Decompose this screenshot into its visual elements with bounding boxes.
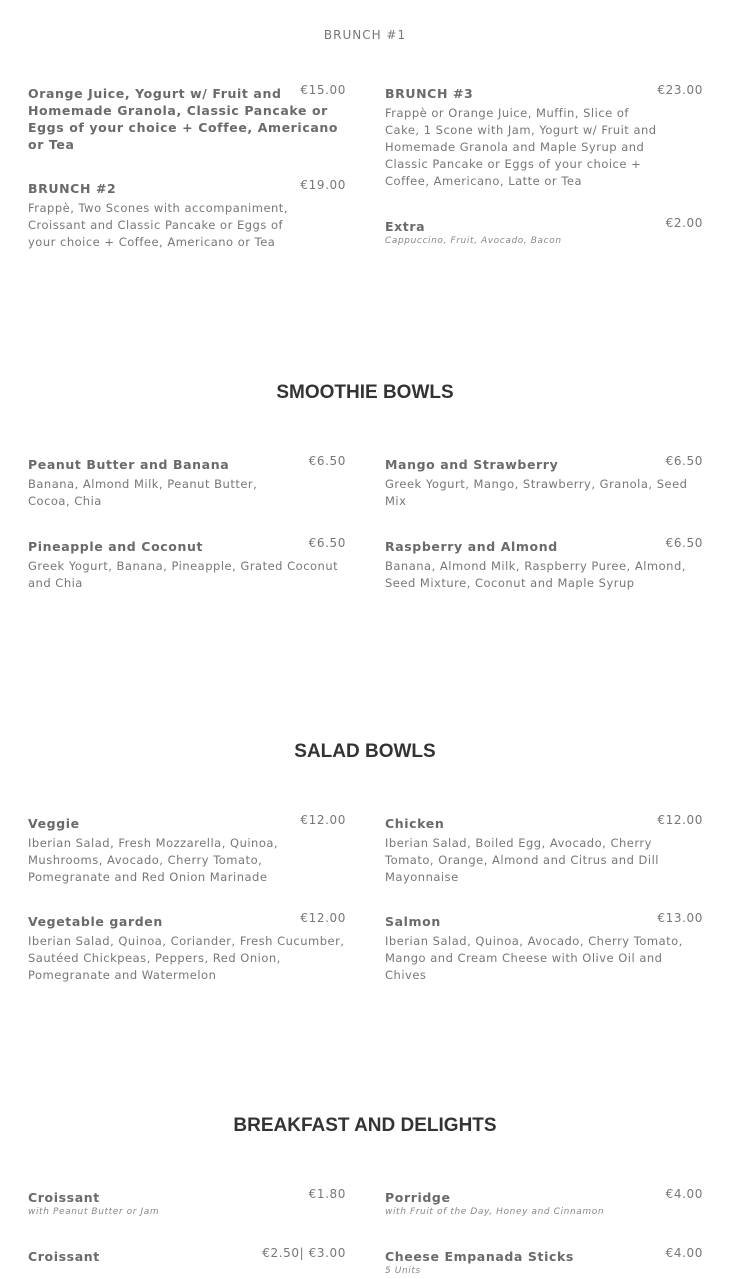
item-description: Frappè or Orange Juice, Muffin, Slice of Cake, 1 Scone with Jam, Yogurt w/ Fruit and Homemade Granola and Maple Syrup and Classic Pancake or Eggs of your choice + Coffee, Americano, Latte or Tea xyxy=(385,106,657,188)
item-note: Cappuccino, Fruit, Avocado, Bacon xyxy=(385,236,562,246)
menu-item-brunch-1 xyxy=(28,85,346,153)
item-name: Salmon xyxy=(385,914,441,929)
item-price: €12.00 xyxy=(657,813,703,827)
menu-item-smoothie xyxy=(385,538,703,592)
item-name: Peanut Butter and Banana xyxy=(28,457,230,472)
item-note: 5 Units xyxy=(385,1266,421,1276)
menu-item-salad xyxy=(385,815,703,886)
menu-item-salad xyxy=(28,815,346,886)
item-name: Porridge xyxy=(385,1190,451,1205)
item-price: €4.00 xyxy=(665,1187,703,1201)
item-description: Iberian Salad, Quinoa, Coriander, Fresh Cucumber, Sautéed Chickpeas, Peppers, Red Onion, Pomegranate and Watermelon xyxy=(28,934,345,982)
menu-item-salad xyxy=(28,913,346,984)
salad-heading: SALAD BOWLS xyxy=(294,741,436,762)
item-description: Greek Yogurt, Banana, Pineapple, Grated Coconut and Chia xyxy=(28,559,339,590)
smoothie-heading: SMOOTHIE BOWLS xyxy=(276,382,454,403)
menu-item-breakfast xyxy=(385,1248,703,1276)
item-price: €13.00 xyxy=(657,911,703,925)
item-name: Croissant xyxy=(28,1190,100,1205)
item-price: €2.50| €3.00 xyxy=(262,1246,346,1260)
item-price: €6.50 xyxy=(308,454,346,468)
item-name: Orange Juice, Yogurt w/ Fruit and Homemade Granola, Classic Pancake or Eggs of your choice + Coffee, Americano or Tea xyxy=(28,86,339,152)
menu-item-salad xyxy=(385,913,703,984)
menu-item-smoothie xyxy=(28,538,346,592)
item-price: €6.50 xyxy=(665,536,703,550)
menu-item-brunch-2 xyxy=(28,180,346,251)
item-price: €4.00 xyxy=(665,1246,703,1260)
brunch-heading: BRUNCH #1 xyxy=(323,28,407,42)
breakfast-heading: BREAKFAST AND DELIGHTS xyxy=(233,1115,497,1136)
item-description: Greek Yogurt, Mango, Strawberry, Granola, Seed Mix xyxy=(385,477,688,508)
item-name: Extra xyxy=(385,219,426,234)
item-price: €12.00 xyxy=(300,813,346,827)
item-name: Cheese Empanada Sticks xyxy=(385,1249,574,1264)
menu-item-breakfast xyxy=(28,1189,346,1217)
menu-item-breakfast xyxy=(385,1189,703,1217)
item-name: Veggie xyxy=(28,816,80,831)
item-description: Banana, Almond Milk, Raspberry Puree, Almond, Seed Mixture, Coconut and Maple Syrup xyxy=(385,559,686,590)
menu-item-extra xyxy=(385,218,703,246)
item-description: Frappè, Two Scones with accompaniment, Croissant and Classic Pancake or Eggs of your choice + Coffee, Americano or Tea xyxy=(28,201,288,249)
item-price: €23.00 xyxy=(657,83,703,97)
item-price: €12.00 xyxy=(300,911,346,925)
item-price: €1.80 xyxy=(308,1187,346,1201)
item-description: Iberian Salad, Quinoa, Avocado, Cherry Tomato, Mango and Cream Cheese with Olive Oil and Chives xyxy=(385,934,683,982)
item-name: Raspberry and Almond xyxy=(385,539,558,554)
menu-item-breakfast xyxy=(28,1248,346,1265)
item-name: Croissant xyxy=(28,1249,100,1264)
item-name: Chicken xyxy=(385,816,445,831)
menu-item-brunch-3 xyxy=(385,85,703,190)
item-price: €6.50 xyxy=(308,536,346,550)
item-name: Vegetable garden xyxy=(28,914,163,929)
item-name: BRUNCH #3 xyxy=(385,86,474,101)
item-description: Iberian Salad, Boiled Egg, Avocado, Cherry Tomato, Orange, Almond and Citrus and Dill Mayonnaise xyxy=(385,836,659,884)
item-description: Iberian Salad, Fresh Mozzarella, Quinoa, Mushrooms, Avocado, Cherry Tomato, Pomegranate and Red Onion Marinade xyxy=(28,836,279,884)
item-note: with Fruit of the Day, Honey and Cinnamon xyxy=(385,1207,605,1217)
menu-item-smoothie xyxy=(385,456,703,510)
item-price: €19.00 xyxy=(300,178,346,192)
item-name: Pineapple and Coconut xyxy=(28,539,204,554)
item-description: Banana, Almond Milk, Peanut Butter, Cocoa, Chia xyxy=(28,477,258,508)
item-price: €15.00 xyxy=(300,83,346,97)
item-name: Mango and Strawberry xyxy=(385,457,559,472)
item-price: €2.00 xyxy=(665,216,703,230)
item-note: with Peanut Butter or Jam xyxy=(28,1207,160,1217)
menu-item-smoothie xyxy=(28,456,346,510)
item-name: BRUNCH #2 xyxy=(28,181,117,196)
item-price: €6.50 xyxy=(665,454,703,468)
